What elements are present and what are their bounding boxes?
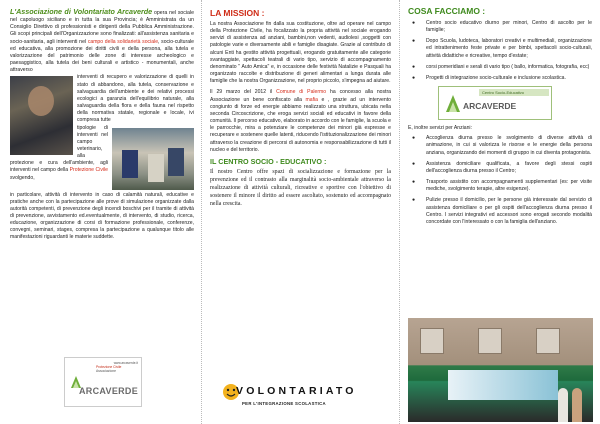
list-item-text: Progetti di integrazione socio-culturale e inclusione scolastica.: [426, 74, 566, 81]
intro-title: L'Associazione di Volontariato Arcaverde: [10, 7, 153, 16]
centro-socio-educativo-logo: [438, 86, 552, 120]
intro-text-tail: , socio-culturale ed educativa, alla promozione dei diritti civili e della persona, alla tutela e valorizzazione del patrimonio delle zone di interesse archeologico e paesaggistico, alla tutela dei beni culturali e artistico - monumentali, anche attraverso: [10, 38, 195, 74]
logo-protezione-civile: Protezione Civile: [96, 365, 122, 369]
centro-building-photo: [408, 318, 593, 422]
socio-educativo-title: IL CENTRO SOCIO - EDUCATIVO :: [210, 156, 327, 166]
volontariato-logo: [224, 379, 384, 415]
bullet-icon: ●: [412, 160, 416, 167]
intro-paragraph-2: interventi di recupero e valorizzazione di quelli in stato di abbandono, alla tutela, conservazione e salvaguardia dell'ambiente e dei relativi processi ecologici a garanzia dell'equilibrio naturale, alla salvaguardia della flora e della fauna nel rispetto della normativa statale, regionale e locale, ivi compresa tutte: [77, 74, 194, 124]
list-item-text: Pulizie presso il domicilio, per le persone già interessate dal servizio di assistenza domiciliare o per gli ospiti dell'accoglienza diurna presso il Centro. I servizi integrativi ed accessori sono erogati secondo modalità concordate con l'interessato o con la famiglia dell'anziano.: [426, 197, 592, 225]
list-item: [408, 161, 592, 175]
intro-column: [0, 0, 200, 424]
logo-brand: ARCAVERDE: [463, 101, 517, 112]
cosa-facciamo-title: COSA FACCIAMO :: [408, 6, 486, 16]
logo-band: Centro Socio-Educativo: [479, 89, 549, 96]
list-item: [408, 20, 592, 34]
list-item-text: Centro socio educativo diurno per minori, Centro di ascolto per le famiglie;: [426, 20, 592, 34]
mission-p2-a: Il 29 marzo del 2012 il: [210, 89, 273, 96]
bullet-icon: ●: [412, 135, 416, 142]
list-item-text: Trasporto assistito con accompagnamenti supplementari (es: per visite mediche, svolgimento terapie, altre esigenze).: [426, 179, 592, 193]
arcaverde-leaf-icon: [445, 93, 461, 113]
civil-protection-photo: [112, 128, 194, 190]
list-item-text: Dopo Scuola, ludoteca, laboratori creativi e multimediali, organizzazione ed intrattenimento feste private e per bimbi, spettacoli socio-culturali, attività didattiche e ricreative, tempo d'estate;: [426, 38, 592, 59]
volunteer-phone-photo: [10, 76, 73, 155]
mission-title: LA MISSION :: [210, 8, 265, 18]
mission-paragraph-1: La nostra Associazione fin dalla sua costituzione, oltre ad operare nel campo della Protezione Civile, ha focalizzato la propria attività nel sociale erogando servizi di assistenza ad anziani, bambini,non vedenti, audiolesi ,soggetti con patologie varie e diversamente abili e famiglie disagiate. Grazie al contributo di alcuni Enti ha gestito attività progettuali, erogando gratuitamente alle categorie svantaggiate, spettacoli teatrali di vario tipo, servizio di accompagnamento denominato " Auto Amica" e, in occasione delle festività Natalizie e Pasquali ha organizzato raccolte e distribuzione di generi alimentari a lunga durata alle famiglie che la nostra Organizzazione, nel proprio piccolo, s'impegna ad aiutare.: [210, 21, 391, 85]
minori-services-list: [408, 20, 592, 82]
list-item: [408, 38, 592, 59]
list-item: [408, 135, 592, 156]
list-item-text: Assistenza domiciliare qualificata, a favore degli stessi ospiti dell'accoglienza diurna presso il Centro;: [426, 160, 592, 174]
anziani-intro: E, inoltre servizi per Anziani:: [408, 125, 472, 132]
building-window: [536, 328, 560, 354]
person-figure: [558, 388, 568, 422]
list-item-text: Accoglienza diurna presso le svolgimento di diverse attività di animazione, in cui si valorizza le risorse e le energie della persona anziana, organizzando dei momenti di gruppo in cui diventa protagonista.: [426, 135, 592, 156]
mission-p2-c: e , grazie ad un intervento congiunto di forze ed energie abbiamo realizzato una struttura, ubicata nella seconda Circoscrizione, che eroga servizi sociali ed educativi in favore della comunità. Il percorso educativo, elaborato in accordo con le famiglie, la scuola e le parrocchie, mira a potenziare le competenze dei minori già espresse e recuperare e sostenere quelle latenti, riducendo l'istituzionalizzazione dei minori attraverso la creazione di percorsi di autonomia e responsabilizzazione di tutti il nucleo e del territorio.: [210, 96, 391, 153]
person-figure: [572, 388, 582, 422]
mission-column: [201, 0, 398, 424]
list-item-text: corsi pomeridiani e serali di vario tipo ( ballo, informatica, fotografia, ecc): [426, 63, 590, 70]
socio-educativo-text: Il nostro Centro offre spazi di socializzazione e formazione per la prevenzione ed il contrasto alla marginalità socio-ambientale attraverso la realizzazione di attività culturali, ricreative e sportive con l'obiettivo di sostenere il minore il diritto ad essere ascoltato, sostenuto ed accompagnato nella crescita.: [210, 168, 391, 207]
mission-p2-b: ha concesso alla nostra Associazione un bene confiscato alla: [210, 89, 392, 103]
bullet-icon: ●: [412, 38, 416, 45]
logo-associazione: Associazione: [96, 369, 116, 373]
logo-brand: ARCAVERDE: [79, 386, 139, 396]
services-column: [399, 0, 600, 424]
intro-highlight: campo della solidarietà sociale: [87, 38, 159, 45]
bullet-icon: ●: [412, 63, 416, 70]
intro-paragraph-4: in particolare, attività di intervento in caso di calamità naturali, educative e pratiche anche con la partecipazione alle prove di simulazione organizzate dalla autorità competenti, di prevenzione degli incendi boschivi per il tramite di attività di prevenzione, avvistamento ed.eventualmente, di intervento, di studio, ricerca, educazione, organizzazione di corsi di formazione professionale, conferenze, convegni, seminari, stages, compresa la partecipazione a qualunque titolo alle manifestazioni riguardanti le materie suddette.: [10, 191, 194, 241]
intro-paragraph: [10, 8, 194, 74]
bullet-icon: ●: [412, 197, 416, 204]
mission-paragraph-2: [210, 89, 391, 153]
bullet-icon: ●: [412, 179, 416, 186]
bullet-icon: ●: [412, 20, 416, 26]
volontariato-subtitle: PER L'INTEGRAZIONE SCOLASTICA: [242, 401, 326, 406]
volontariato-word: VOLONTARIATO: [236, 385, 357, 397]
protezione-civile-highlight: Protezione Civile: [69, 167, 108, 174]
building-sign: [448, 370, 558, 400]
list-item: [408, 197, 592, 226]
mafia-highlight: mafia: [305, 96, 318, 103]
intro-p3-tail: svolgendo,: [10, 174, 35, 181]
comune-palermo-highlight: Comune di Palermo: [276, 89, 327, 96]
building-window: [420, 328, 444, 354]
building-window: [478, 328, 502, 354]
intro-p3-text: tipologie di interventi nel campo veterinario, alla protezione e cura dell'ambiente, agli interventi nel campo della: [10, 124, 108, 174]
list-item: [408, 75, 592, 82]
bullet-icon: ●: [412, 74, 416, 81]
logo-website: www.arcaverde.it: [113, 361, 138, 365]
intro-text: opera nel sociale nel capoluogo siciliano e in tutta la sua Provincia; è Amministrata da un Consiglio Direttivo di professionisti e dirigenti della Pubblica Amministrazione. Gli scopi principali dell'Organizzazione sono finalizzati: all'assistenza sanitaria e socio-sanitaria, agli interventi nel: [10, 10, 194, 45]
list-item: [408, 179, 592, 193]
arcaverde-protezione-logo: [64, 357, 142, 407]
list-item: [408, 64, 592, 71]
anziani-services-list: [408, 135, 592, 226]
